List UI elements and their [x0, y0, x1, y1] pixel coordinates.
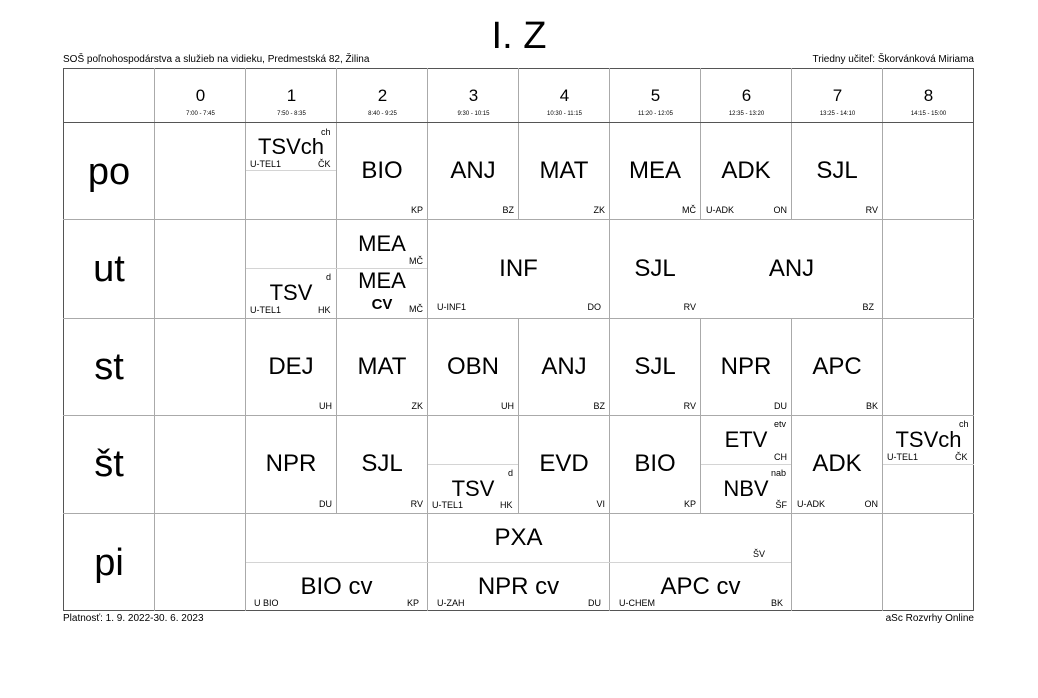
lesson-teacher: ON	[773, 205, 787, 215]
lesson-subject: NBV	[723, 476, 769, 501]
validity-period: Platnosť: 1. 9. 2022-30. 6. 2023	[63, 613, 204, 624]
lesson-teacher: HK	[318, 305, 331, 315]
lesson-teacher: ZK	[411, 401, 423, 411]
lesson-teacher: RV	[683, 401, 696, 411]
lesson-teacher: VI	[596, 499, 605, 509]
period-time: 7:00 - 7:45	[186, 111, 215, 117]
lesson-teacher: ČK	[318, 159, 331, 169]
period-number: 7	[832, 86, 843, 105]
lesson-subject: NPR	[720, 353, 772, 380]
lesson-subject: PXA	[494, 524, 543, 551]
lesson-teacher: KP	[406, 598, 419, 608]
day-label-ut: ut	[93, 248, 125, 290]
lesson-subject: EVD	[539, 450, 589, 477]
lesson-note: CV	[371, 296, 393, 313]
lesson-subject: MEA	[358, 231, 406, 256]
lesson-teacher: RV	[865, 205, 878, 215]
lesson-subject: ANJ	[450, 157, 496, 184]
period-number: 1	[286, 86, 297, 105]
lesson-subject: ETV	[724, 427, 768, 452]
lesson-subject: MAT	[357, 353, 407, 380]
lesson-subject: NPR cv	[477, 573, 560, 600]
class-teacher: Triedny učiteľ: Škorvánková Miriama	[812, 54, 974, 65]
page-title: I. Z	[491, 15, 547, 57]
period-number: 8	[923, 86, 934, 105]
lesson-room: U-TEL1	[432, 500, 464, 510]
period-number: 0	[195, 86, 206, 105]
lesson-subject: MAT	[539, 157, 589, 184]
period-time: 9:30 - 10:15	[457, 111, 490, 117]
lesson-subject: ANJ	[541, 353, 587, 380]
lesson-teacher: BZ	[502, 205, 514, 215]
lesson-subject: SJL	[816, 157, 858, 184]
lesson-room: U-TEL1	[250, 159, 282, 169]
lesson-teacher: DO	[587, 302, 601, 312]
lesson-teacher: BZ	[862, 302, 874, 312]
period-number: 3	[468, 86, 479, 105]
period-time: 7:50 - 8:35	[277, 111, 306, 117]
lesson-group: etv	[774, 419, 787, 429]
lesson-teacher: DU	[774, 401, 787, 411]
lesson-group: ch	[959, 419, 969, 429]
lesson-teacher: DU	[319, 499, 332, 509]
period-time: 11:20 - 12:05	[638, 111, 673, 117]
lesson-teacher: HK	[500, 500, 513, 510]
lesson-subject: MEA	[358, 268, 406, 293]
lesson-teacher: ŠF	[775, 500, 787, 510]
lesson-subject: TSVch	[257, 134, 325, 159]
lesson-teacher: ŠV	[752, 549, 765, 559]
lesson-subject: OBN	[446, 353, 499, 380]
lesson-teacher: KP	[410, 205, 423, 215]
lesson-subject: TSV	[451, 476, 495, 501]
day-label-st2: št	[94, 443, 124, 485]
lesson-subject: SJL	[634, 353, 676, 380]
period-time: 10:30 - 11:15	[547, 111, 582, 117]
lesson-group: d	[508, 468, 514, 478]
lesson-room: U-ADK	[706, 205, 735, 215]
lesson-subject: TSVch	[895, 427, 962, 452]
lesson-subject: INF	[499, 255, 538, 282]
period-time: 12:35 - 13:20	[728, 111, 765, 117]
lesson-subject: ADK	[812, 450, 862, 477]
lesson-subject: ANJ	[768, 255, 815, 282]
period-time: 13:25 - 14:10	[819, 111, 856, 117]
period-number: 2	[377, 86, 388, 105]
lesson-subject: DEJ	[268, 353, 314, 380]
day-label-pi: pi	[94, 542, 124, 584]
lesson-room: U-INF1	[437, 302, 466, 312]
period-time: 14:15 - 15:00	[910, 111, 947, 117]
lesson-teacher: UH	[501, 401, 514, 411]
lesson-group: ch	[321, 127, 331, 137]
lesson-room: U-TEL1	[887, 452, 919, 462]
lesson-subject: BIO cv	[300, 573, 373, 600]
period-time: 8:40 - 9:25	[368, 111, 397, 117]
lesson-teacher: RV	[683, 302, 696, 312]
lesson-teacher: KP	[683, 499, 696, 509]
lesson-subject: APC	[812, 353, 862, 380]
period-number: 6	[741, 86, 752, 105]
lesson-subject: BIO	[361, 157, 403, 184]
lesson-teacher: MČ	[682, 205, 696, 215]
lesson-teacher: ČK	[955, 452, 968, 462]
lesson-teacher: BK	[770, 598, 783, 608]
lesson-room: U BIO	[254, 598, 279, 608]
school-name: SOŠ poľnohospodárstva a služieb na vidieku, Predmestská 82, Žilina	[63, 54, 370, 65]
period-number: 4	[559, 86, 570, 105]
lesson-room: U-ZAH	[437, 598, 465, 608]
lesson-teacher: MČ	[409, 304, 423, 314]
period-number: 5	[650, 86, 661, 105]
lesson-room: U-CHEM	[619, 598, 655, 608]
lesson-subject: TSV	[269, 280, 313, 305]
lesson-teacher: ZK	[593, 205, 605, 215]
lesson-room: U-TEL1	[250, 305, 282, 315]
lesson-subject: APC cv	[660, 573, 741, 600]
lesson-room: U-ADK	[797, 499, 826, 509]
credit-link[interactable]: aSc Rozvrhy Online	[885, 613, 974, 624]
day-label-po: po	[87, 151, 131, 193]
lesson-teacher: CH	[774, 452, 787, 462]
lesson-subject: ADK	[721, 157, 771, 184]
lesson-teacher: MČ	[409, 256, 423, 266]
lesson-group: d	[326, 272, 332, 282]
lesson-teacher: RV	[410, 499, 423, 509]
lesson-teacher: ON	[864, 499, 878, 509]
lesson-teacher: DU	[588, 598, 601, 608]
lesson-teacher: BK	[865, 401, 878, 411]
day-label-st: st	[94, 346, 124, 388]
lesson-subject: MEA	[628, 157, 681, 184]
lesson-subject: SJL	[361, 450, 403, 477]
lesson-teacher: UH	[319, 401, 332, 411]
lesson-group: nab	[771, 468, 787, 478]
lesson-subject: SJL	[634, 255, 676, 282]
lesson-subject: BIO	[634, 450, 676, 477]
lesson-subject: NPR	[265, 450, 317, 477]
lesson-teacher: BZ	[593, 401, 605, 411]
